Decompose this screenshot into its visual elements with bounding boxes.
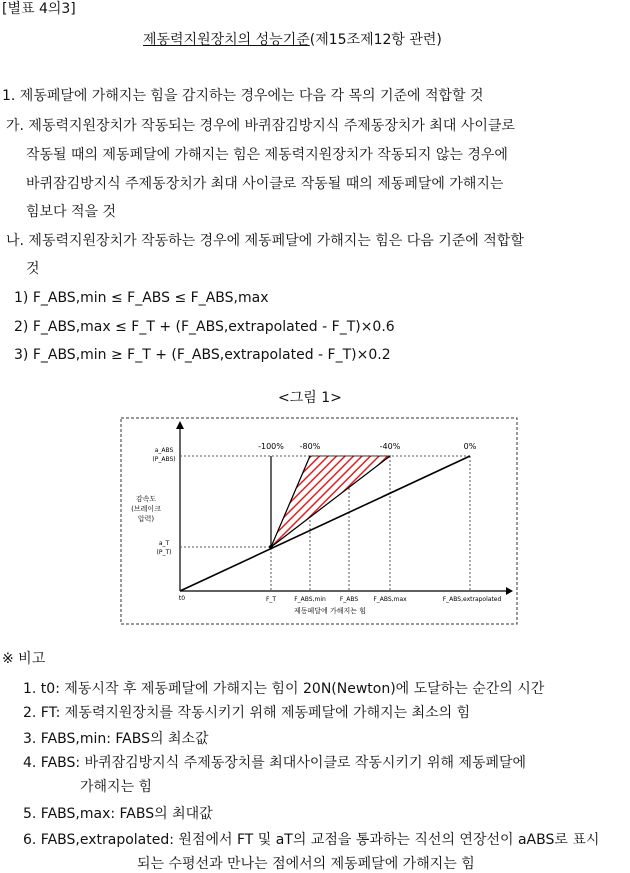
annex-label: [별표 4의3] [2,1,76,17]
item-ga-line: 작동될 때의 제동페달에 가해지는 힘은 제동력지원장치가 작동되지 않는 경우에 [26,147,508,163]
title-main: 제동력지원장치의 성능기준 [143,32,310,48]
note-item: 3. FABS,min: FABS의 최소값 [23,731,209,747]
figure-caption: <그림 1> [278,390,342,406]
note-item: 5. FABS,max: FABS의 최대값 [23,806,213,822]
x-tick-label: F_T [265,596,277,603]
pct-label: -40% [379,442,401,451]
note-item: 1. t0: 제동시작 후 제동페달에 가해지는 힘이 20N(Newton)에 도달하는 순간의 시간 [23,681,545,697]
item-ga-line: 가. 제동력지원장치가 작동되는 경우에 바퀴잠김방지식 주제동장치가 최대 사이클로 [6,118,515,134]
y-axis-label: (브레이크 [131,505,161,513]
pct-label: -80% [299,442,321,451]
x-tick-label: F_ABS,max [373,596,407,603]
pct-label: -100% [258,442,284,451]
y-axis-arrow [176,421,184,429]
x-tick-label: F_ABS [339,596,359,603]
note-item: 2. FT: 제동력지원장치를 작동시키기 위해 제동페달에 가해지는 최소의 힘 [23,705,471,721]
item-na-line: 나. 제동력지원장치가 작동하는 경우에 제동페달에 가해지는 힘은 다음 기준에 적합할 [6,233,524,249]
title-reference: (제15조제12항 관련) [309,32,442,48]
note-item: 6. FABS,extrapolated: 원점에서 FT 및 aT의 교점을 통과하는 직선의 연장선이 aABS로 표시 [23,832,600,848]
formula-2: 2) F_ABS,max ≤ F_T + (F_ABS,extrapolated - F_T)×0.6 [14,319,395,335]
y-tick-mid: (P_T) [156,549,172,556]
pct-label: 0% [463,442,477,451]
formula-1: 1) F_ABS,min ≤ F_ABS ≤ F_ABS,max [14,290,269,306]
y-axis-label: 압력) [137,515,155,523]
x-tick-label: F_ABS,extrapolated [442,596,502,603]
x-axis-label: 제동페달에 가해지는 힘 [293,607,367,615]
y-tick-top: (P_ABS) [152,456,176,463]
item-na-line: 것 [26,261,40,277]
origin-label: t0 [178,595,186,602]
figure-1-diagram [120,417,518,625]
section-1-heading: 1. 제동페달에 가해지는 힘을 감지하는 경우에는 다음 각 목의 기준에 적합할 것 [2,88,484,104]
notes-heading: ※ 비고 [2,651,46,667]
y-tick-mid: a_T [158,540,170,547]
document-title [143,31,442,49]
x-tick-label: F_ABS,min [294,596,326,603]
note-item-continued: 되는 수평선과 만나는 점에서의 제동페달에 가해지는 힘 [137,856,475,872]
note-item-continued: 가해지는 힘 [80,779,153,795]
y-tick-top: a_ABS [154,447,174,454]
formula-3: 3) F_ABS,min ≥ F_T + (F_ABS,extrapolated - F_T)×0.2 [14,347,391,363]
note-item: 4. FABS: 바퀴잠김방지식 주제동장치를 최대사이클로 작동시키기 위해 제동페달에 [23,755,527,771]
item-ga-line: 바퀴잠김방지식 주제동장치가 최대 사이클로 작동될 때의 제동페달에 가해지는 [26,176,504,192]
y-axis-label: 감속도 [135,495,157,503]
intersection-point [269,545,273,549]
x-axis-arrow [506,587,513,595]
item-ga-line: 힘보다 적을 것 [26,204,117,220]
